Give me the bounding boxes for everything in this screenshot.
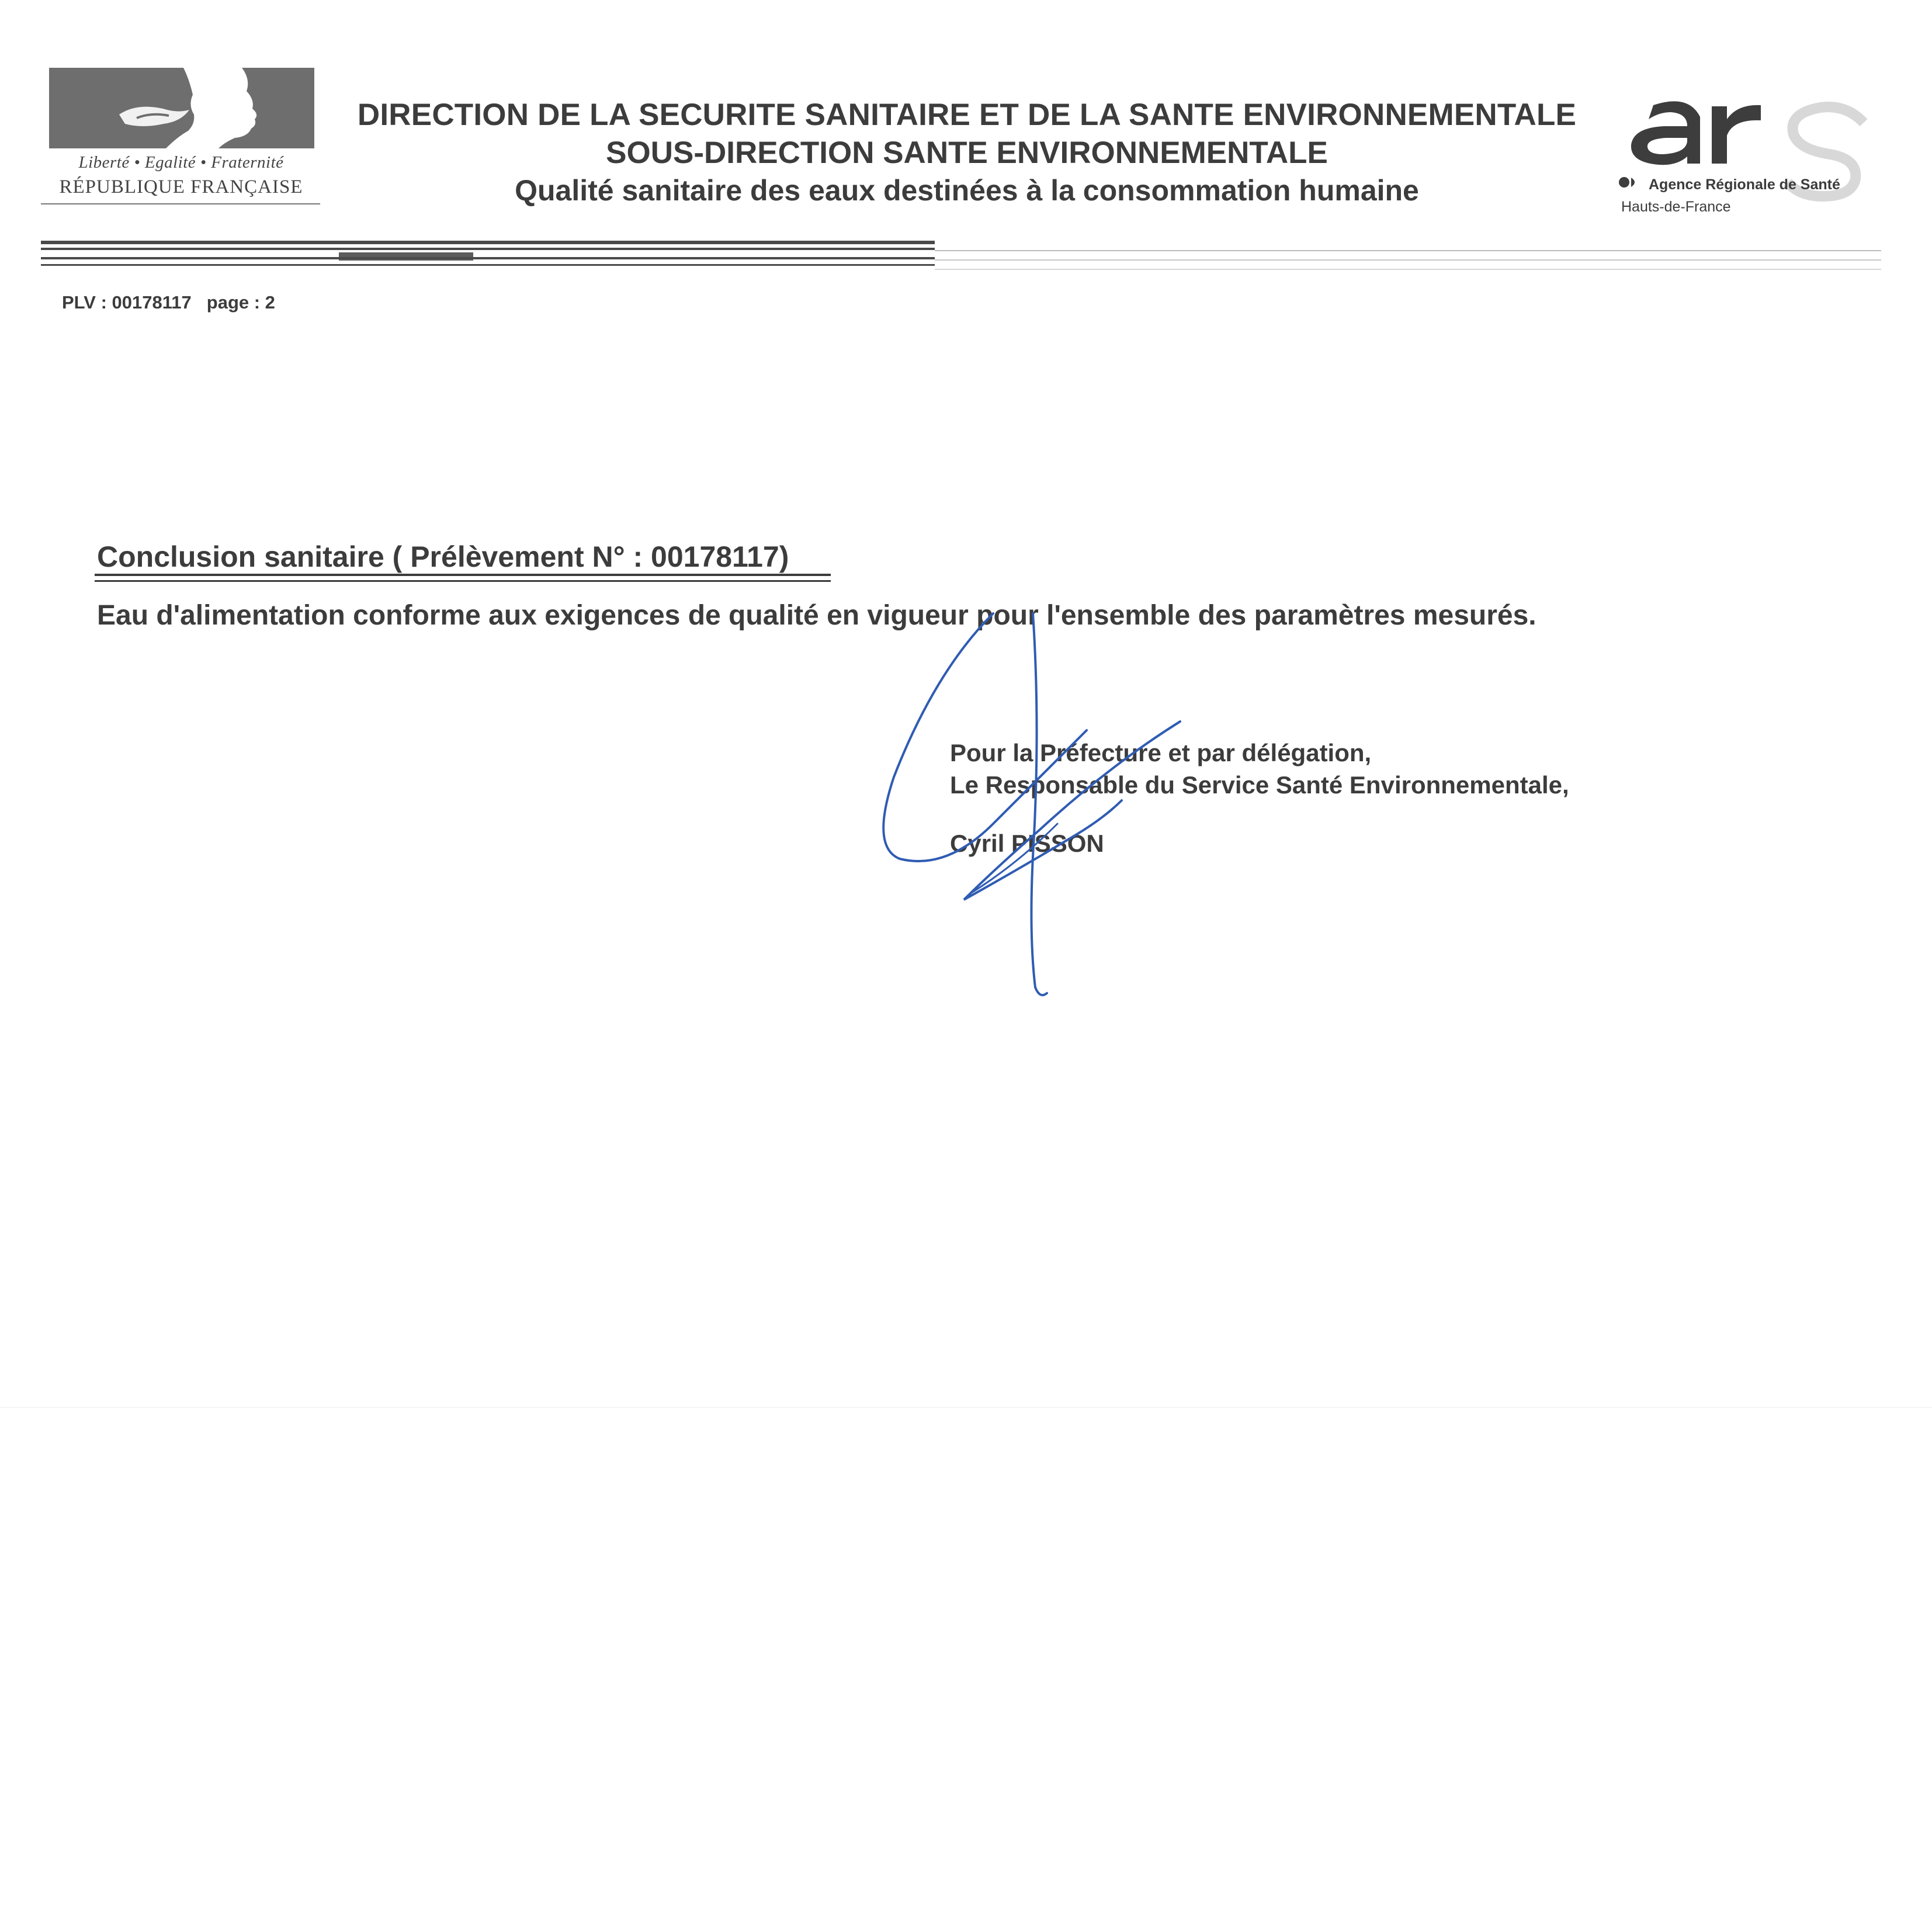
- header-rule-top: [41, 241, 935, 244]
- header-title-subdirection: SOUS-DIRECTION SANTE ENVIRONNEMENTALE: [606, 136, 1328, 170]
- header-rule-light-1: [935, 250, 1881, 251]
- header-rule-bottom: [41, 257, 935, 259]
- header-rule-base: [41, 264, 935, 266]
- signature-delegation: Pour la Préfecture et par délégation,: [950, 739, 1372, 766]
- header-title-subject: Qualité sanitaire des eaux destinées à la consommation humaine: [515, 174, 1419, 207]
- page-number: page : 2: [206, 292, 275, 313]
- ars-agency-name: Agence Régionale de Santé: [1649, 176, 1840, 193]
- conclusion-text: Eau d'alimentation conforme aux exigences de qualité en vigueur pour l'ensemble des paramètres mesurés.: [97, 600, 1536, 631]
- conclusion-underline-2: [95, 580, 831, 582]
- scan-fold-line: [0, 1407, 1932, 1408]
- header-title-direction: DIRECTION DE LA SECURITE SANITAIRE ET DE LA SANTE ENVIRONNEMENTALE: [357, 98, 1577, 132]
- handwritten-signature: [865, 602, 1192, 1011]
- header-rule-mid: [41, 248, 935, 250]
- republic-name: RÉPUBLIQUE FRANÇAISE: [59, 176, 303, 197]
- header-rule-light-2: [935, 259, 1881, 261]
- header-rule-light-3: [935, 269, 1881, 270]
- marianne-profile-icon: [49, 68, 314, 148]
- marianne-logo: [49, 68, 314, 148]
- reference-line: [62, 292, 275, 313]
- republic-motto: Liberté • Egalité • Fraternité: [78, 153, 284, 172]
- logo-underline: [41, 203, 320, 204]
- conclusion-title: Conclusion sanitaire ( Prélèvement N° : 00178117): [97, 540, 789, 573]
- ars-region-name: Hauts-de-France: [1621, 199, 1731, 215]
- signature-name: Cyril PISSON: [950, 830, 1104, 857]
- plv-number: PLV : 00178117: [62, 292, 192, 313]
- signature-role: Le Responsable du Service Santé Environnementale,: [950, 771, 1569, 799]
- conclusion-underline-1: [95, 574, 831, 576]
